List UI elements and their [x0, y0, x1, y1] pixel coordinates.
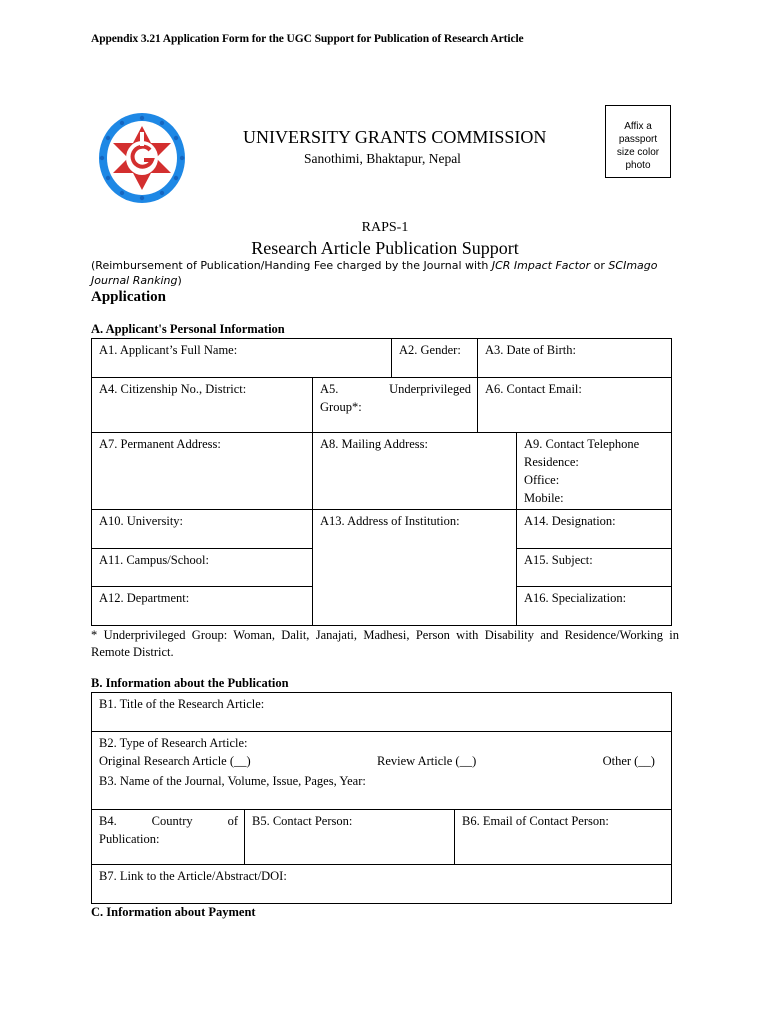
a8-mailing-address-field[interactable]	[312, 432, 517, 510]
a11-campus-field[interactable]	[91, 548, 313, 587]
a2-gender-field[interactable]	[391, 338, 478, 378]
a7-permanent-address-field[interactable]	[91, 432, 313, 510]
organization-address: Sanothimi, Bhaktapur, Nepal	[304, 151, 461, 166]
a1-full-name-field[interactable]	[91, 338, 392, 378]
photo-box-line: Affix a	[624, 121, 652, 132]
reimbursement-note	[91, 258, 686, 288]
b1-title-field[interactable]	[91, 692, 672, 732]
a13-institution-address-field[interactable]	[312, 509, 517, 626]
b4-country-field[interactable]	[91, 809, 245, 865]
b7-label: B7. Link to the Article/Abstract/DOI:	[99, 869, 287, 883]
a15-label: A15. Subject:	[524, 553, 593, 567]
a13-label: A13. Address of Institution:	[320, 514, 460, 528]
a3-label: A3. Date of Birth:	[485, 343, 576, 357]
a16-label: A16. Specialization:	[524, 591, 627, 605]
a12-label: A12. Department:	[99, 591, 190, 605]
a16-specialization-field[interactable]	[516, 586, 672, 626]
a9-office-label: Office:	[524, 473, 560, 487]
reimbursement-or: or	[590, 259, 609, 272]
b2-review-option[interactable]: Review Article (__)	[376, 754, 477, 768]
section-a-heading: A. Applicant's Personal Information	[91, 322, 285, 336]
a10-university-field[interactable]	[91, 509, 313, 549]
a2-label: A2. Gender:	[399, 343, 461, 357]
a9-label: A9. Contact Telephone	[524, 437, 640, 451]
reimbursement-jcr: JCR Impact Factor	[491, 259, 591, 272]
a4-label: A4. Citizenship No., District:	[99, 382, 247, 396]
appendix-title: Appendix 3.21 Application Form for the UGC Support for Publication of Research Article	[91, 33, 524, 45]
photo-box-line: photo	[625, 160, 651, 171]
a1-label: A1. Applicant’s Full Name:	[99, 343, 238, 357]
b2-type-field[interactable]	[91, 731, 672, 771]
ugc-nepal-emblem-icon	[98, 112, 186, 204]
a5-label: A5. Underprivileged Group*:	[320, 382, 475, 414]
a3-date-of-birth-field[interactable]	[477, 338, 672, 378]
a6-contact-email-field[interactable]	[477, 377, 672, 433]
a15-subject-field[interactable]	[516, 548, 672, 587]
photo-box-line: size color	[616, 147, 660, 158]
a9-contact-telephone-field[interactable]	[516, 432, 672, 510]
a14-label: A14. Designation:	[524, 514, 616, 528]
a9-mobile-label: Mobile:	[524, 491, 564, 505]
section-c-heading: C. Information about Payment	[91, 905, 256, 919]
a7-label: A7. Permanent Address:	[99, 437, 221, 451]
b4-label: B4. Country of Publication:	[99, 814, 242, 846]
b3-label: B3. Name of the Journal, Volume, Issue, Pages, Year:	[99, 774, 366, 788]
application-heading: Application	[91, 289, 167, 305]
a12-department-field[interactable]	[91, 586, 313, 626]
form-code: RAPS-1	[361, 220, 409, 235]
reimbursement-scimago: SCImago Journal Ranking	[91, 259, 658, 287]
a9-residence-label: Residence:	[524, 455, 579, 469]
b3-journal-field[interactable]	[91, 770, 672, 810]
b2-options	[99, 752, 655, 770]
b5-contact-person-field[interactable]	[244, 809, 455, 865]
b6-label: B6. Email of Contact Person:	[462, 814, 609, 828]
a6-label: A6. Contact Email:	[485, 382, 582, 396]
b7-link-field[interactable]	[91, 864, 672, 904]
b6-contact-email-field[interactable]	[454, 809, 672, 865]
reimbursement-pre: (Reimbursement of Publication/Handing Fee charged by the Journal with	[91, 259, 492, 272]
section-b-heading: B. Information about the Publication	[91, 676, 289, 690]
organization-name: UNIVERSITY GRANTS COMMISSION	[243, 127, 547, 147]
a14-designation-field[interactable]	[516, 509, 672, 549]
a8-label: A8. Mailing Address:	[320, 437, 428, 451]
photo-box-line: passport	[618, 134, 658, 145]
a4-citizenship-field[interactable]	[91, 377, 313, 433]
b1-label: B1. Title of the Research Article:	[99, 697, 265, 711]
b2-original-option[interactable]: Original Research Article (__)	[99, 754, 251, 768]
underprivileged-note: * Underprivileged Group: Woman, Dalit, Janajati, Madhesi, Person with Disability and Residence/Working in Remote District.	[91, 628, 679, 659]
b2-label: B2. Type of Research Article:	[99, 736, 248, 750]
form-title: Research Article Publication Support	[251, 238, 519, 258]
b5-label: B5. Contact Person:	[252, 814, 353, 828]
a11-label: A11. Campus/School:	[99, 553, 209, 567]
a10-label: A10. University:	[99, 514, 184, 528]
reimbursement-post: )	[177, 274, 182, 287]
photo-box[interactable]	[605, 105, 671, 178]
b2-other-option[interactable]: Other (__)	[602, 754, 655, 768]
a5-underprivileged-field[interactable]	[312, 377, 478, 433]
